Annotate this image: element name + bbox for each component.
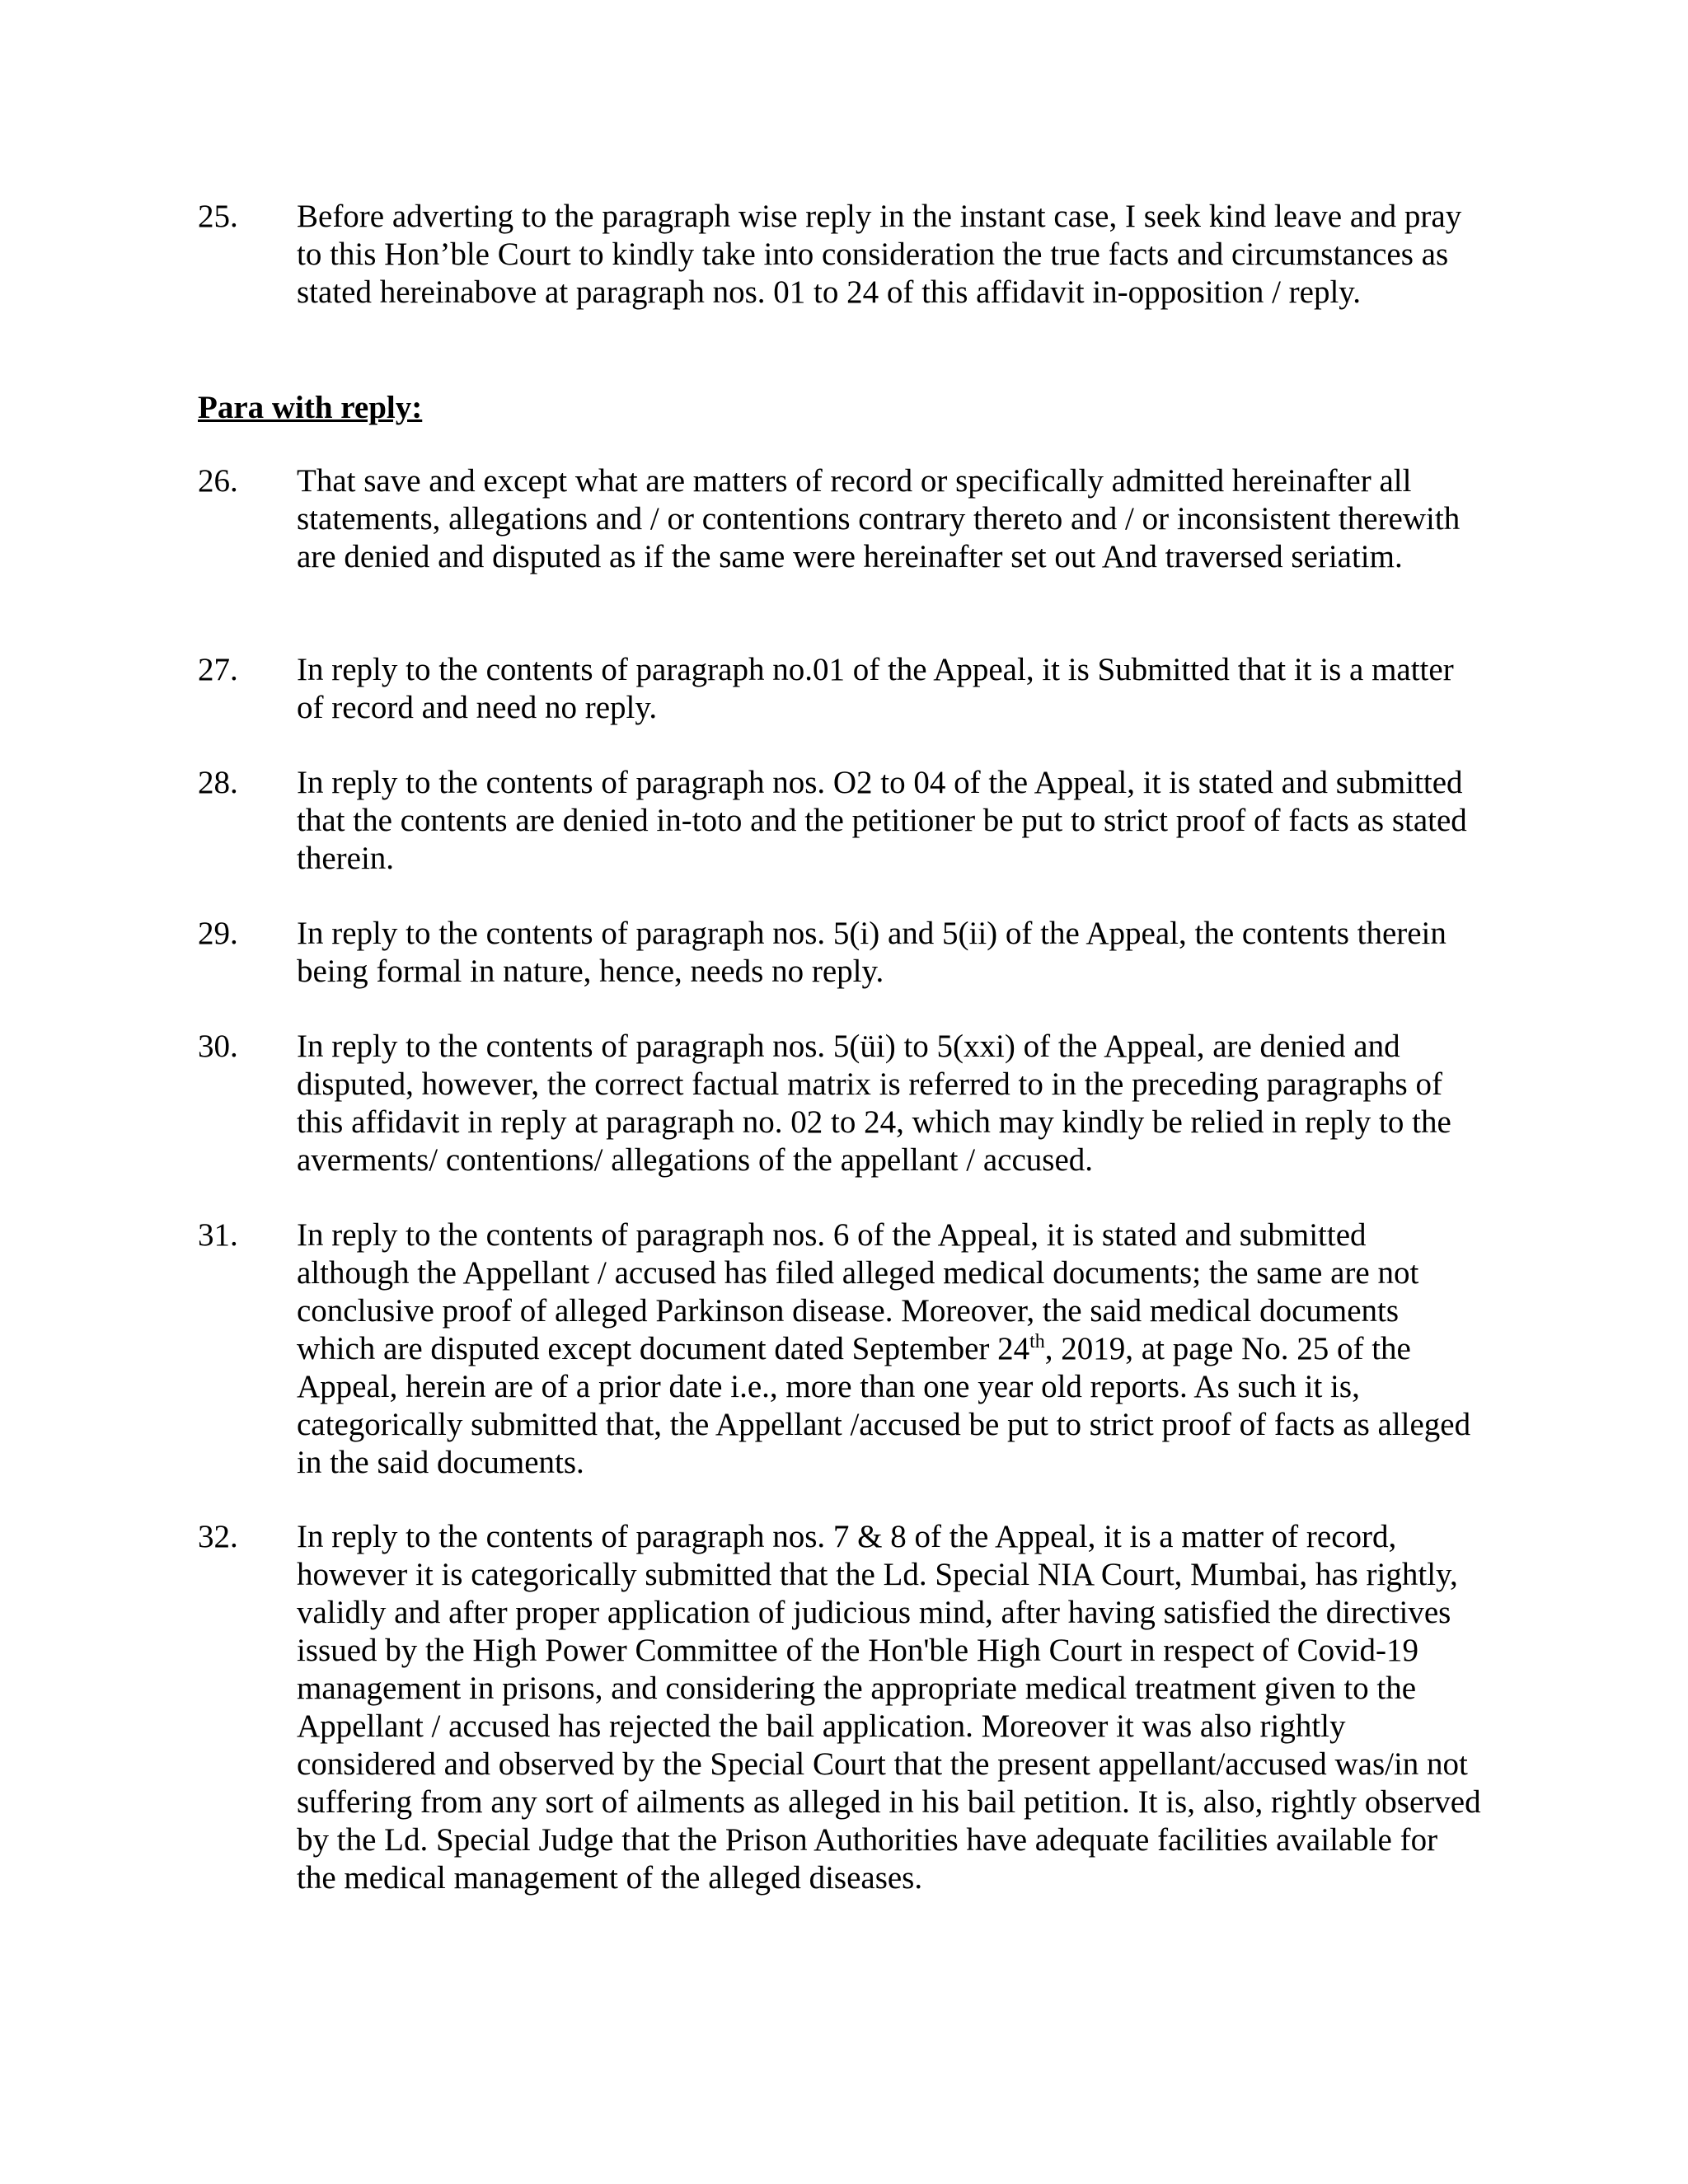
- paragraph-26: [198, 462, 1484, 576]
- paragraph-number: 30.: [198, 1029, 238, 1064]
- paragraph-number: 28.: [198, 765, 238, 800]
- paragraph-text: [297, 1216, 1484, 1482]
- paragraph-32: [198, 1518, 1484, 1897]
- paragraph-28: [198, 764, 1484, 878]
- paragraph-31: [198, 1216, 1484, 1482]
- paragraph-27: [198, 651, 1484, 727]
- paragraph-text: In reply to the contents of paragraph nos. O2 to 04 of the Appeal, it is stated and submitted that the contents are denied in-toto and the petitioner be put to strict proof of facts as stated therein.: [297, 765, 1467, 876]
- paragraph-text: In reply to the contents of paragraph nos. 5(üi) to 5(xxi) of the Appeal, are denied and disputed, however, the correct factual matrix is referred to in the preceding paragraphs of this affidavit in reply at paragraph no. 02 to 24, which may kindly be relied in reply to the averments/ contentions/ allegations of the appellant / accused.: [297, 1029, 1451, 1178]
- paragraph-text: In reply to the contents of paragraph nos. 5(i) and 5(ii) of the Appeal, the contents therein being formal in nature, hence, needs no reply.: [297, 916, 1447, 989]
- paragraph-number: 26.: [198, 463, 238, 499]
- paragraph-text-part: In reply to the contents of paragraph nos. 6 of the Appeal, it is stated and submitted although the Appellant / accused has filed alleged medical documents; the same are not conclusive proof of alleged Parkinson disease. Moreover, the said medical documents which are disputed except document dated September 24: [297, 1217, 1419, 1366]
- paragraph-number: 32.: [198, 1519, 238, 1554]
- paragraph-25: [198, 198, 1484, 312]
- paragraph-number: 31.: [198, 1217, 238, 1253]
- paragraph-text: That save and except what are matters of record or specifically admitted hereinafter all statements, allegations and / or contentions contrary thereto and / or inconsistent therewith are denied and disputed as if the same were hereinafter set out And traversed seriatim.: [297, 463, 1461, 574]
- section-heading: Para with reply:: [198, 390, 423, 425]
- paragraph-number: 27.: [198, 652, 238, 687]
- paragraph-number: 29.: [198, 916, 238, 951]
- paragraph-text: In reply to the contents of paragraph nos. 7 & 8 of the Appeal, it is a matter of record, however it is categorically submitted that the Ld. Special NIA Court, Mumbai, has rightly, validly and after proper application of judicious mind, after having satisfied the directives issued by the High Power Committee of the Hon'ble High Court in respect of Covid-19 management in prisons, and considering the appropriate medical treatment given to the Appellant / accused has rejected the bail application. Moreover it was also rightly considered and observed by the Special Court that the present appellant/accused was/in not suffering from any sort of ailments as alleged in his bail petition. It is, also, rightly observed by the Ld. Special Judge that the Prison Authorities have adequate facilities available for the medical management of the alleged diseases.: [297, 1519, 1481, 1896]
- paragraph-29: [198, 915, 1484, 991]
- paragraph-30: [198, 1028, 1484, 1179]
- paragraph-number: 25.: [198, 199, 238, 234]
- paragraph-text: Before adverting to the paragraph wise reply in the instant case, I seek kind leave and pray to this Hon’ble Court to kindly take into consideration the true facts and circumstances as stated hereinabove at paragraph nos. 01 to 24 of this affidavit in-opposition / reply.: [297, 199, 1462, 310]
- paragraph-text: In reply to the contents of paragraph no.01 of the Appeal, it is Submitted that it is a matter of record and need no reply.: [297, 652, 1454, 725]
- paragraph-text-part: , 2019, at page No. 25 of the Appeal, herein are of a prior date i.e., more than one year old reports. As such it is, categorically submitted that, the Appellant /accused be put to strict proof of facts as alleged in the said documents.: [297, 1331, 1471, 1480]
- ordinal-superscript: th: [1029, 1331, 1045, 1352]
